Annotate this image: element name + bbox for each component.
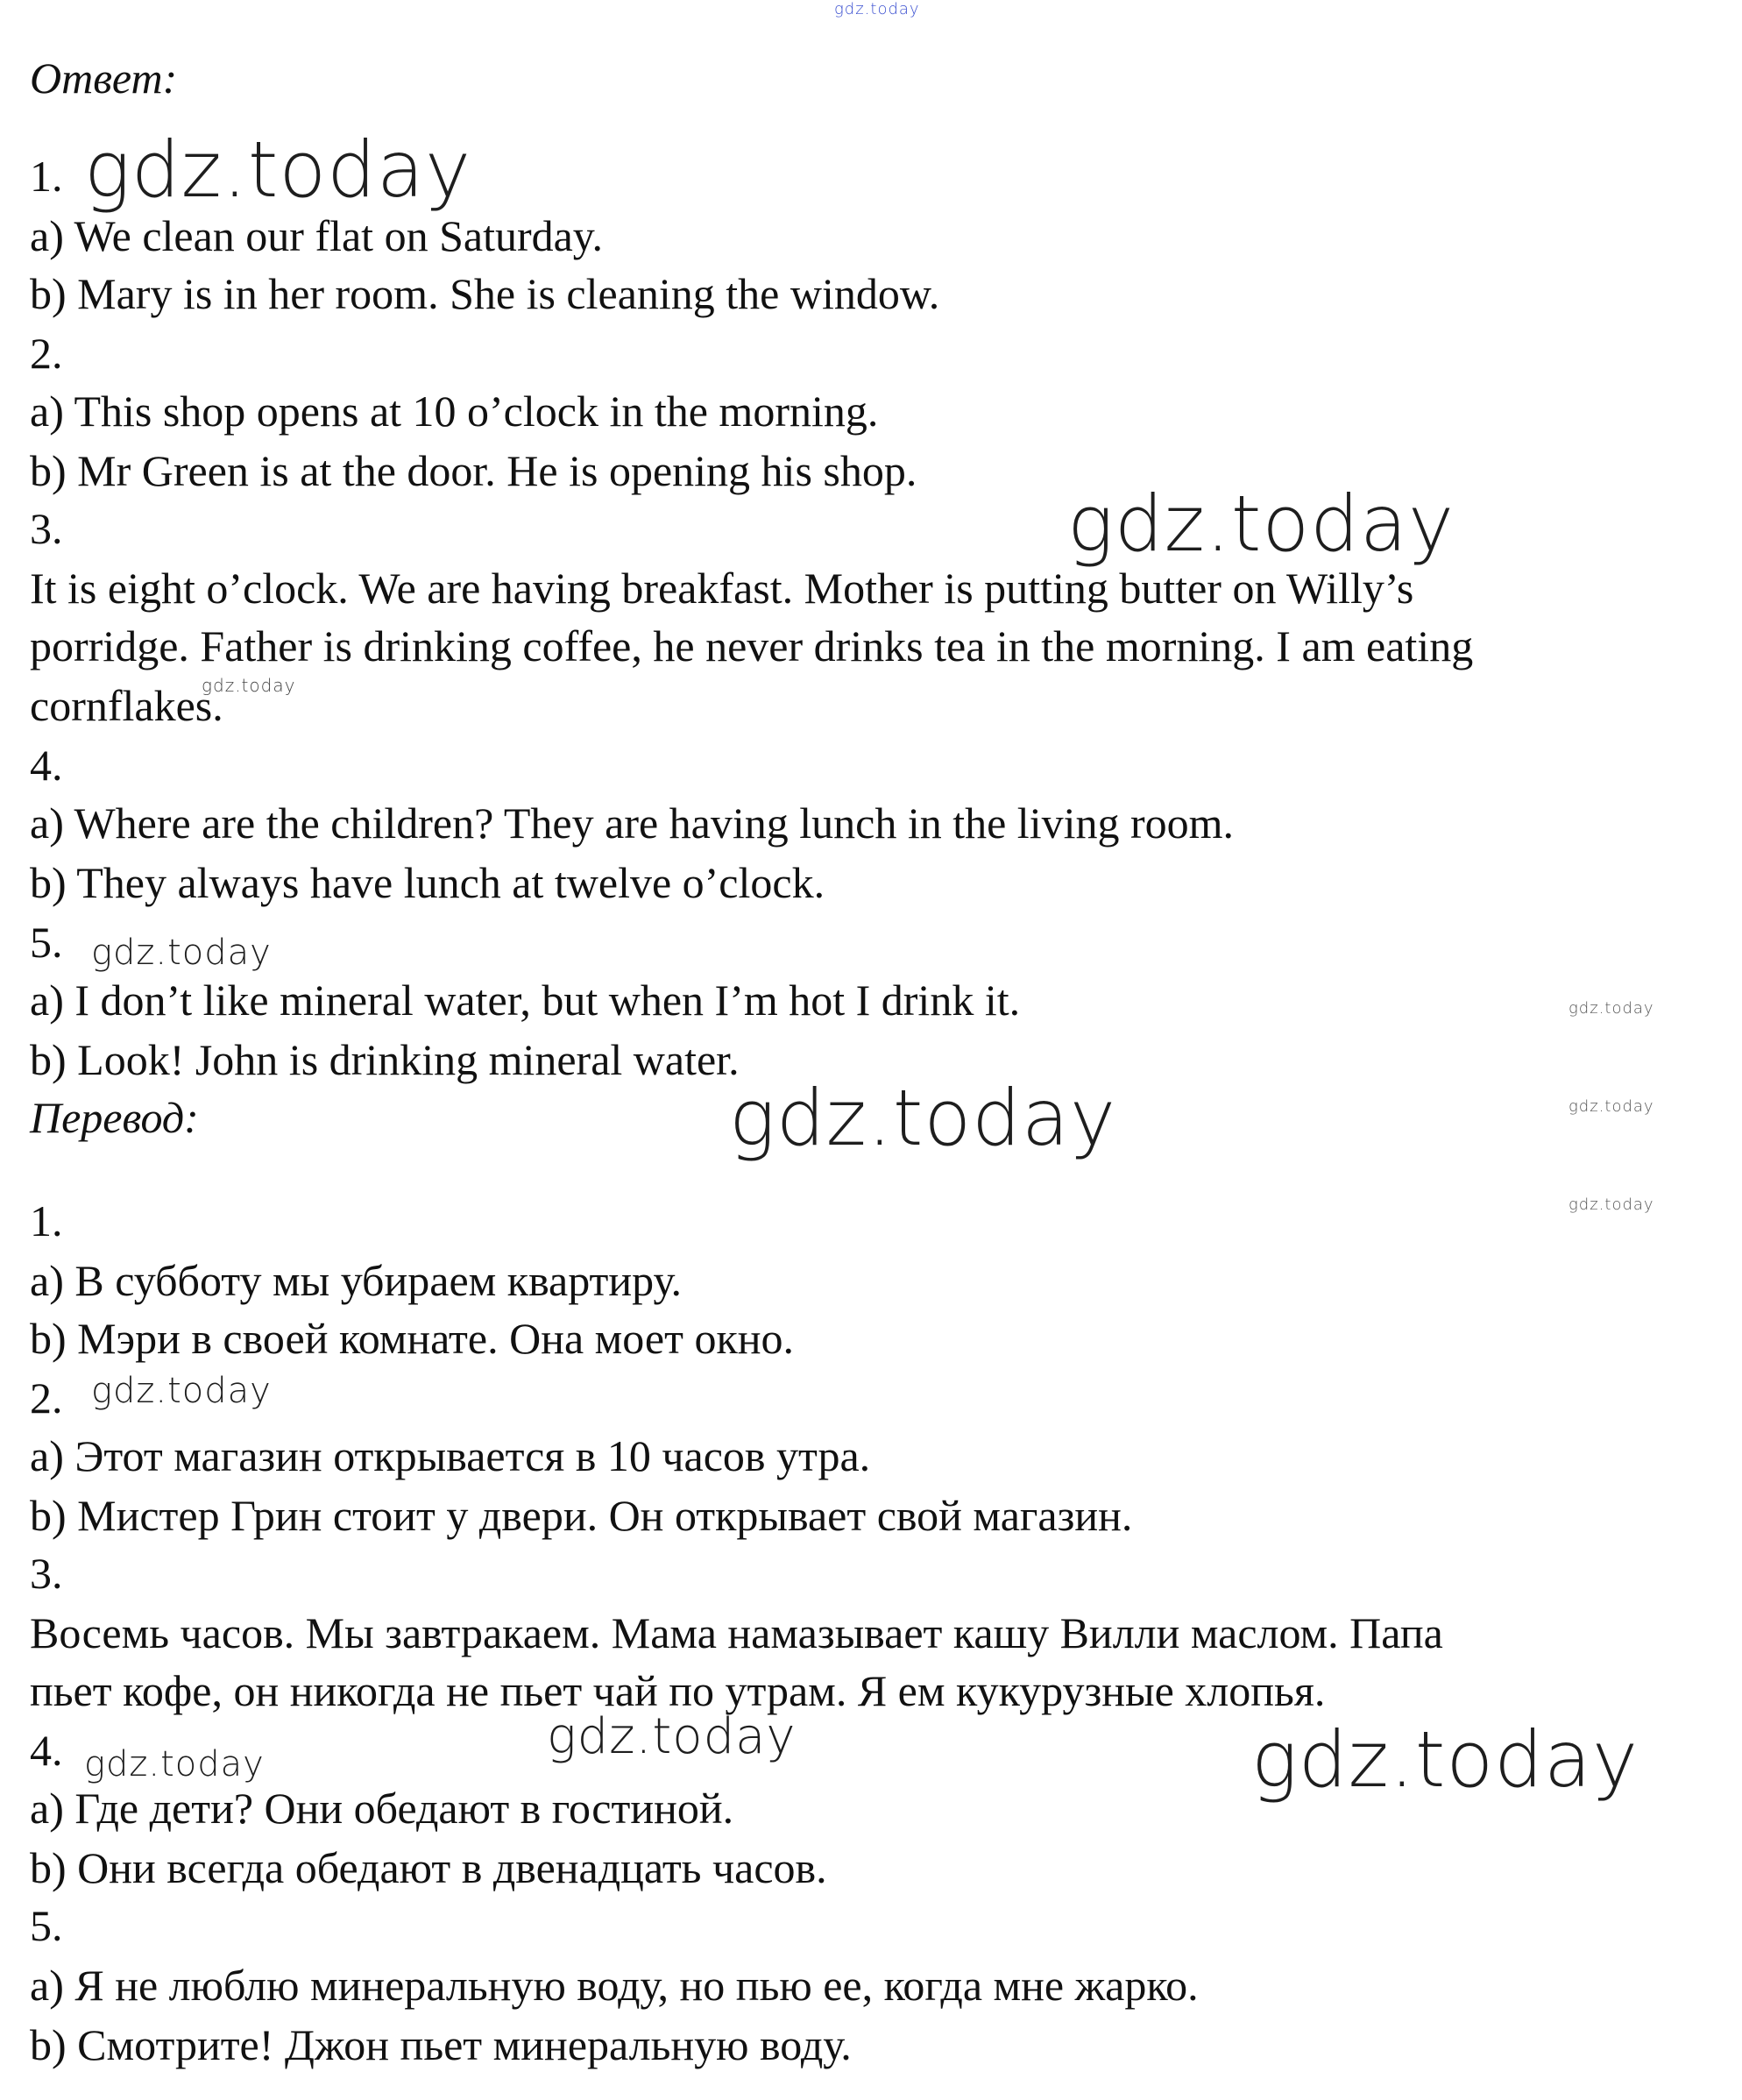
answer-heading: Ответ: bbox=[30, 53, 178, 103]
translation-line: b) Мэри в своей комнате. Она моет окно. bbox=[30, 1314, 794, 1363]
watermark-medium: gdz.today bbox=[91, 1371, 272, 1411]
answer-line: a) Where are the children? They are having lunch in the living room. bbox=[30, 798, 1235, 848]
answer-line: 2. bbox=[30, 329, 63, 378]
answer-line: b) They always have lunch at twelve o’clock. bbox=[30, 858, 825, 907]
translation-line: а) В субботу мы убираем квартиру. bbox=[30, 1256, 682, 1305]
answer-line: 1. bbox=[30, 152, 63, 201]
watermark-large: gdz.today bbox=[547, 1708, 797, 1765]
translation-line: а) Этот магазин открывается в 10 часов утра. bbox=[30, 1431, 871, 1480]
translation-line: b) Мистер Грин стоит у двери. Он открывает свой магазин. bbox=[30, 1491, 1133, 1540]
translation-line: 2. bbox=[30, 1373, 63, 1422]
translation-line: Восемь часов. Мы завтракаем. Мама намазывает кашу Вилли маслом. Папа bbox=[30, 1608, 1443, 1657]
answer-line: b) Mary is in her room. She is cleaning the window. bbox=[30, 269, 940, 318]
answer-line: porridge. Father is drinking coffee, he never drinks tea in the morning. I am eating bbox=[30, 621, 1474, 670]
translation-line: а) Я не люблю минеральную воду, но пью ее, когда мне жарко. bbox=[30, 1961, 1199, 2010]
translation-line: 3. bbox=[30, 1549, 63, 1598]
answer-line: a) We clean our flat on Saturday. bbox=[30, 211, 604, 260]
translation-line: 4. bbox=[30, 1726, 63, 1775]
watermark-large: gdz.today bbox=[84, 124, 472, 215]
watermark-large: gdz.today bbox=[1251, 1714, 1639, 1805]
watermark-medium: gdz.today bbox=[91, 933, 272, 973]
watermark-large: gdz.today bbox=[1067, 479, 1455, 569]
watermark-tiny: gdz.today bbox=[1569, 1097, 1654, 1116]
watermark-small: gdz.today bbox=[202, 675, 296, 696]
translation-line: 5. bbox=[30, 1901, 63, 1950]
answer-line: a) I don’t like mineral water, but when I’m hot I drink it. bbox=[30, 976, 1021, 1025]
watermark-medium: gdz.today bbox=[84, 1744, 265, 1784]
answer-line: 4. bbox=[30, 741, 63, 790]
watermark-top: gdz.today bbox=[834, 0, 920, 18]
answer-line: b) Mr Green is at the door. He is opening his shop. bbox=[30, 446, 917, 495]
watermark-large: gdz.today bbox=[729, 1073, 1117, 1163]
translation-line: а) Где дети? Они обедают в гостиной. bbox=[30, 1784, 734, 1833]
translation-line: пьет кофе, он никогда не пьет чай по утрам. Я ем кукурузные хлопья. bbox=[30, 1666, 1326, 1715]
answer-line: b) Look! John is drinking mineral water. bbox=[30, 1035, 740, 1084]
watermark-tiny: gdz.today bbox=[1569, 999, 1654, 1018]
translation-heading: Перевод: bbox=[30, 1093, 199, 1142]
answer-line: It is eight o’clock. We are having breakfast. Mother is putting butter on Willy’s bbox=[30, 564, 1414, 613]
answer-line: cornflakes. bbox=[30, 681, 223, 730]
translation-line: b) Они всегда обедают в двенадцать часов. bbox=[30, 1843, 827, 1892]
answer-line: 5. bbox=[30, 918, 63, 967]
watermark-tiny: gdz.today bbox=[1569, 1195, 1654, 1214]
translation-line: 1. bbox=[30, 1196, 63, 1245]
translation-line: b) Смотрите! Джон пьет минеральную воду. bbox=[30, 2020, 852, 2069]
answer-line: 3. bbox=[30, 504, 63, 553]
answer-line: a) This shop opens at 10 o’clock in the morning. bbox=[30, 387, 879, 436]
